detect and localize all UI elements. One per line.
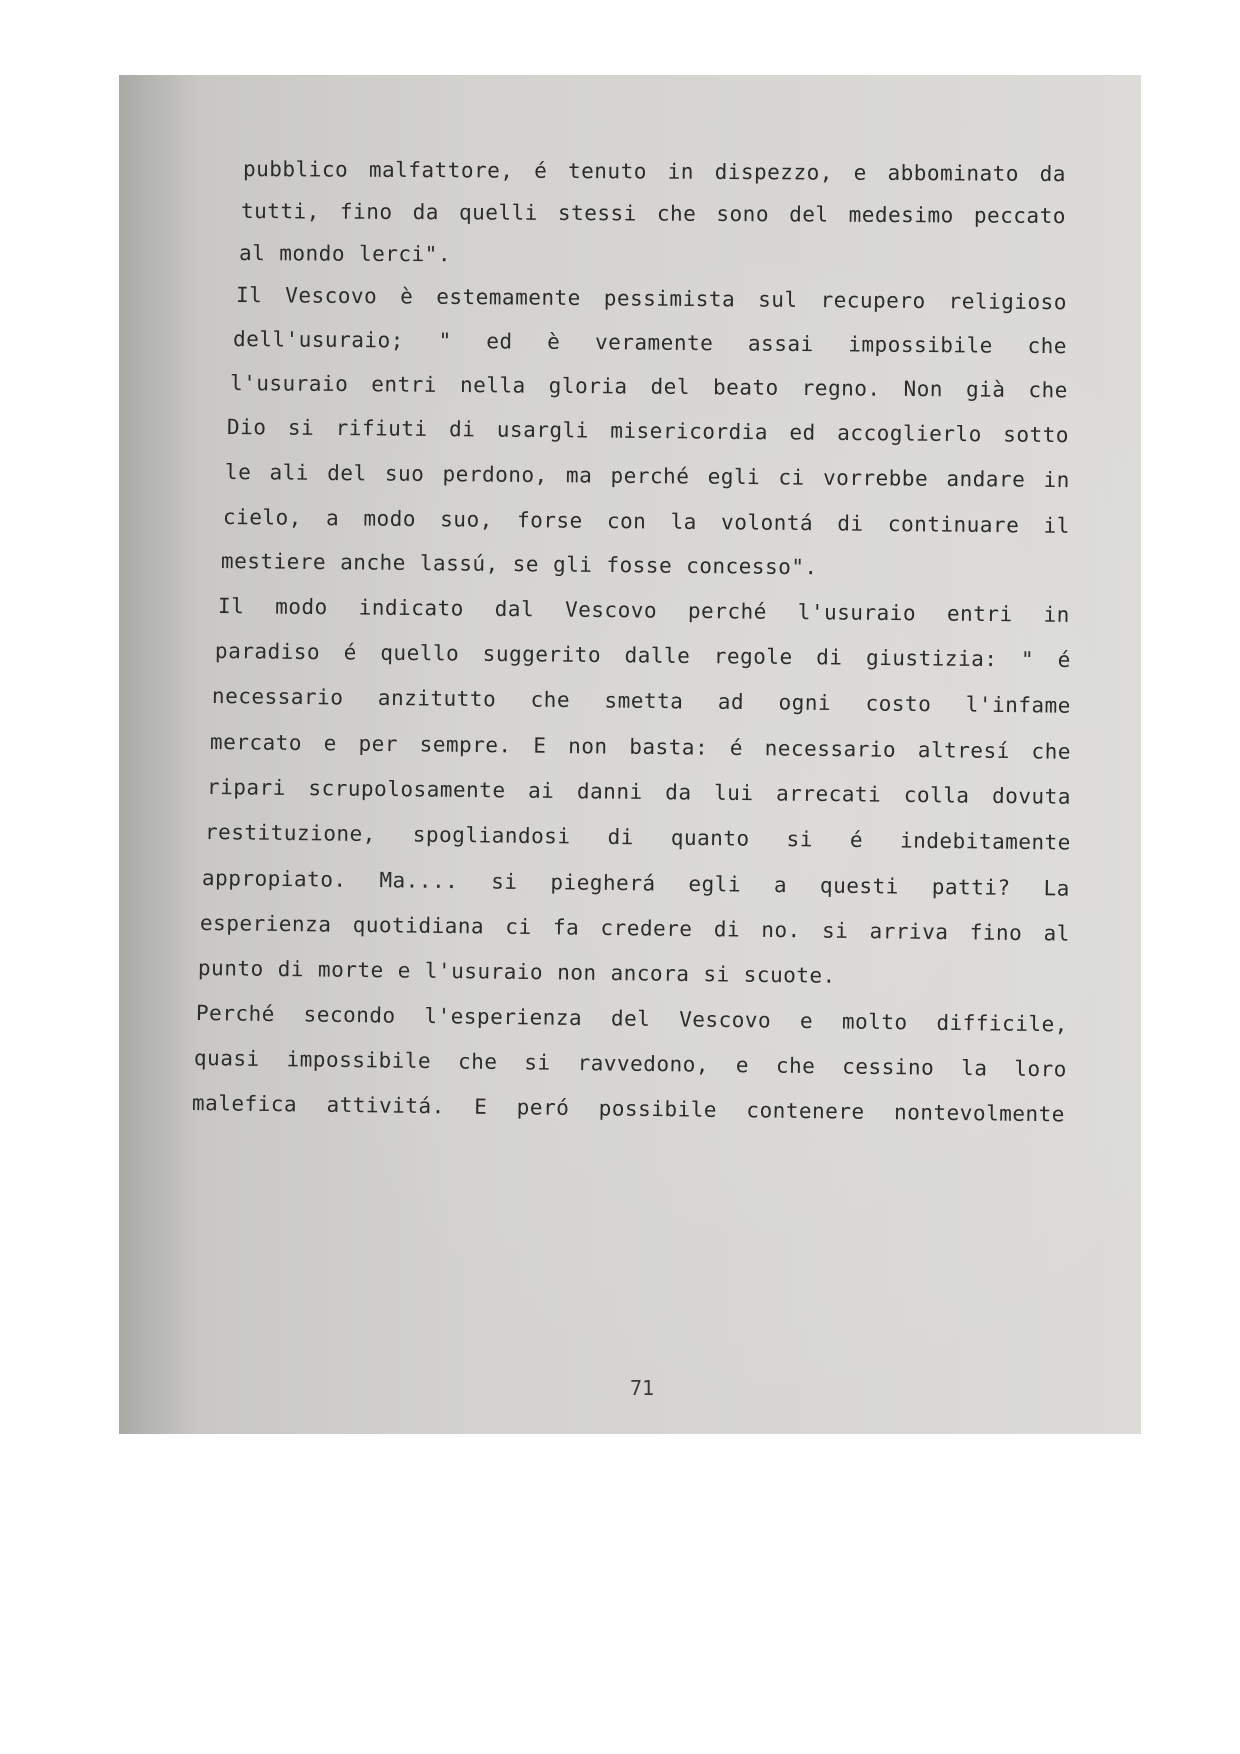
- word: al: [238, 241, 266, 266]
- word: si: [786, 827, 814, 852]
- text-line: [198, 956, 898, 989]
- word: Vescovo: [285, 283, 378, 309]
- word: vorrebbe: [822, 465, 929, 491]
- word: dovuta: [991, 783, 1072, 809]
- text-line: [202, 866, 1070, 901]
- word: non: [568, 734, 608, 759]
- word: beato: [712, 375, 779, 400]
- word: veramente: [594, 330, 714, 356]
- word: pubblico: [242, 157, 349, 182]
- word: sotto: [1003, 422, 1070, 448]
- word: concesso".: [686, 553, 818, 580]
- word: in: [1043, 602, 1070, 627]
- word: è: [547, 329, 561, 354]
- text-line: [243, 157, 1066, 186]
- word: costo: [865, 691, 932, 717]
- word: da: [665, 780, 692, 805]
- word: ali: [269, 460, 310, 485]
- word: volontá: [721, 510, 814, 536]
- word: fino: [969, 920, 1023, 946]
- word: la: [670, 509, 698, 534]
- word: scrupolosamente: [308, 776, 506, 803]
- word: peccato: [973, 203, 1066, 229]
- word: al: [1043, 921, 1070, 946]
- word: dal: [494, 596, 535, 622]
- word: mondo: [279, 241, 346, 266]
- word: abbominato: [887, 160, 1020, 186]
- word: rifiuti: [335, 416, 428, 441]
- word: con: [606, 509, 647, 534]
- word: perdono,: [442, 462, 548, 488]
- word: nontevolmente: [893, 1100, 1066, 1127]
- word: colla: [903, 782, 970, 808]
- word: di: [816, 645, 843, 670]
- text-line: [230, 371, 1068, 402]
- word: lui: [713, 780, 754, 806]
- text-line: [212, 684, 1071, 718]
- text-line: [200, 911, 1070, 946]
- word: perché: [687, 598, 767, 624]
- word: se: [512, 552, 540, 577]
- word: entri: [946, 601, 1013, 627]
- word: e: [397, 958, 412, 983]
- word: ad: [717, 689, 745, 715]
- word: l'infame: [965, 692, 1072, 718]
- word: fa: [552, 915, 580, 940]
- word: arriva: [869, 919, 949, 945]
- word: che: [1031, 739, 1072, 764]
- word: nella: [459, 373, 526, 398]
- word: ravvedono,: [577, 1051, 710, 1077]
- word: la: [960, 1056, 988, 1081]
- word: secondo: [303, 1002, 396, 1028]
- word: ripari: [206, 775, 286, 800]
- text-line: [223, 505, 1070, 538]
- word: attivitá.: [326, 1092, 445, 1119]
- word: possibile: [598, 1096, 718, 1122]
- word: perché: [610, 463, 690, 489]
- word: ancora: [610, 961, 690, 987]
- word: stessi: [557, 200, 637, 226]
- word: Il: [235, 283, 263, 308]
- word: E: [533, 733, 547, 758]
- word: da: [1039, 161, 1067, 187]
- page-body-text: [119, 75, 1141, 1434]
- text-line: [215, 639, 1071, 672]
- word: sono: [716, 201, 770, 227]
- word: del: [789, 202, 829, 227]
- word: del: [327, 460, 367, 486]
- word: necessario: [211, 684, 344, 710]
- word: che: [1028, 377, 1068, 403]
- word: punto: [197, 956, 264, 981]
- word: egli: [707, 464, 761, 490]
- word: assai: [747, 331, 814, 357]
- word: gli: [552, 552, 593, 577]
- word: quasi: [193, 1046, 260, 1071]
- word: fosse: [606, 553, 673, 578]
- word: del: [650, 374, 691, 400]
- word: accoglierlo: [837, 420, 982, 447]
- word: sempre.: [419, 732, 512, 758]
- word: Dio: [226, 415, 267, 440]
- word: malefica: [191, 1091, 298, 1117]
- word: si: [524, 1050, 551, 1075]
- text-line: [194, 1046, 1067, 1081]
- word: altresí: [917, 738, 1010, 764]
- word: impossibile: [848, 332, 993, 358]
- word: che: [775, 1053, 816, 1079]
- word: quotidiana: [352, 912, 485, 939]
- word: si: [287, 415, 315, 440]
- word: fino: [339, 199, 393, 224]
- word: quanto: [670, 825, 750, 851]
- text-line: [205, 820, 1071, 855]
- word: smetta: [604, 688, 684, 714]
- word: regole: [713, 644, 793, 670]
- text-line: [225, 460, 1070, 492]
- word: sul: [758, 287, 798, 312]
- word: anzitutto: [377, 685, 497, 712]
- word: basta:: [629, 734, 709, 760]
- word: cessino: [842, 1054, 935, 1080]
- text-line: [192, 1091, 1065, 1126]
- word: gloria: [548, 373, 628, 399]
- word: medesimo: [848, 202, 954, 228]
- word: è: [400, 284, 414, 309]
- word: spogliandosi: [412, 822, 571, 849]
- word: forse: [516, 508, 583, 533]
- word: indebitamente: [899, 828, 1072, 855]
- word: ed: [486, 329, 513, 354]
- word: del: [610, 1006, 651, 1031]
- word: modo: [363, 506, 417, 532]
- word: di: [448, 417, 476, 442]
- word: entri: [371, 372, 438, 397]
- word: malfattore,: [368, 157, 514, 183]
- word: mercato: [209, 730, 303, 756]
- word: e: [853, 160, 867, 185]
- word: l'usuraio: [797, 600, 917, 626]
- word: dalle: [624, 643, 691, 668]
- word: che: [530, 687, 571, 713]
- word: loro: [1014, 1056, 1068, 1082]
- word: questi: [819, 873, 900, 899]
- word: si: [491, 869, 518, 894]
- word: patti?: [931, 874, 1011, 900]
- word: che: [656, 201, 697, 226]
- word: é: [849, 827, 864, 853]
- word: tenuto: [567, 158, 647, 184]
- word: Non: [903, 376, 944, 402]
- word: suggerito: [482, 641, 602, 668]
- text-line: [227, 415, 1069, 447]
- word: di: [607, 824, 634, 850]
- word: indicato: [358, 595, 464, 621]
- word: già: [965, 377, 1006, 402]
- word: ci: [505, 914, 532, 940]
- word: anche: [340, 550, 406, 575]
- word: morte: [317, 957, 384, 983]
- word: ma: [565, 463, 593, 488]
- text-line: [236, 283, 1067, 314]
- word: si: [821, 918, 849, 943]
- word: restituzione,: [204, 820, 377, 847]
- word: di: [837, 511, 864, 536]
- word: a: [773, 872, 788, 898]
- word: in: [667, 159, 694, 184]
- word: ed: [789, 420, 816, 445]
- word: piegherá: [550, 870, 656, 896]
- word: no.: [761, 917, 801, 943]
- word: da: [412, 200, 439, 225]
- word: é: [534, 158, 548, 183]
- word: ogni: [778, 690, 832, 716]
- word: il: [1043, 513, 1070, 538]
- word: arrecati: [775, 781, 882, 807]
- word: e: [323, 731, 337, 756]
- word: quelli: [458, 200, 538, 225]
- page-number: 71: [629, 1376, 655, 1400]
- word: e: [735, 1053, 750, 1078]
- word: religioso: [948, 289, 1068, 315]
- word: é: [729, 735, 744, 761]
- word: appropiato.: [201, 866, 347, 892]
- word: ai: [527, 778, 555, 803]
- word: Vescovo: [564, 597, 658, 623]
- text-line: [207, 775, 1071, 809]
- word: ci: [778, 465, 805, 490]
- word: si: [703, 962, 730, 987]
- text-line: [196, 1001, 1068, 1036]
- word: a: [325, 506, 340, 531]
- word: e: [799, 1008, 814, 1034]
- word: regno.: [801, 375, 881, 401]
- word: estemamente: [436, 284, 581, 311]
- word: recupero: [820, 288, 926, 314]
- word: l'esperienza: [424, 1003, 583, 1031]
- word: Perché: [195, 1001, 276, 1027]
- text-line: [210, 730, 1071, 764]
- word: pessimista: [603, 286, 736, 312]
- word: continuare: [887, 511, 1020, 538]
- word: paradiso: [214, 639, 321, 665]
- word: ": [1020, 647, 1035, 672]
- word: misericordia: [610, 418, 769, 445]
- word: ": [438, 328, 452, 353]
- word: tutti,: [240, 199, 320, 224]
- word: é: [1057, 647, 1071, 672]
- word: usargli: [496, 417, 589, 443]
- word: danni: [576, 779, 643, 804]
- word: necessario: [764, 736, 897, 762]
- word: Il: [217, 594, 245, 619]
- word: giustizia:: [865, 645, 998, 672]
- scanned-page-photo: [119, 75, 1141, 1434]
- word: di: [713, 917, 741, 942]
- word: impossibile: [286, 1047, 432, 1074]
- word: peró: [516, 1095, 570, 1120]
- word: difficile,: [936, 1010, 1069, 1037]
- word: in: [1043, 467, 1070, 493]
- word: egli: [688, 871, 742, 897]
- word: non: [557, 960, 597, 985]
- text-line: [239, 241, 639, 267]
- text-line: [218, 594, 1070, 627]
- word: mestiere: [220, 549, 327, 575]
- word: modo: [275, 594, 328, 620]
- word: che: [457, 1049, 498, 1074]
- word: credere: [600, 915, 693, 942]
- word: Ma....: [379, 868, 459, 894]
- text-line: [221, 549, 821, 579]
- word: molto: [841, 1009, 908, 1035]
- word: suo: [384, 461, 425, 486]
- word: dispezzo,: [714, 159, 833, 185]
- word: esperienza: [199, 911, 332, 937]
- word: l'usuraio: [229, 371, 349, 397]
- word: andare: [946, 466, 1026, 492]
- word: le: [224, 460, 252, 485]
- word: dell'usuraio;: [232, 327, 404, 353]
- text-line: [241, 199, 1066, 228]
- word: suo,: [440, 507, 493, 532]
- word: é: [343, 640, 357, 665]
- word: scuote.: [743, 962, 836, 988]
- word: Vescovo: [679, 1007, 772, 1033]
- word: che: [1027, 333, 1068, 359]
- word: l'usuraio: [424, 958, 544, 985]
- word: lassú,: [419, 551, 499, 576]
- word: cielo,: [222, 505, 302, 530]
- word: contenere: [746, 1098, 865, 1124]
- text-line: [233, 327, 1067, 358]
- word: di: [277, 956, 305, 982]
- word: E: [474, 1094, 488, 1119]
- word: per: [358, 731, 399, 757]
- word: quello: [380, 640, 460, 666]
- word: lerci".: [358, 241, 452, 267]
- word: La: [1043, 876, 1070, 901]
